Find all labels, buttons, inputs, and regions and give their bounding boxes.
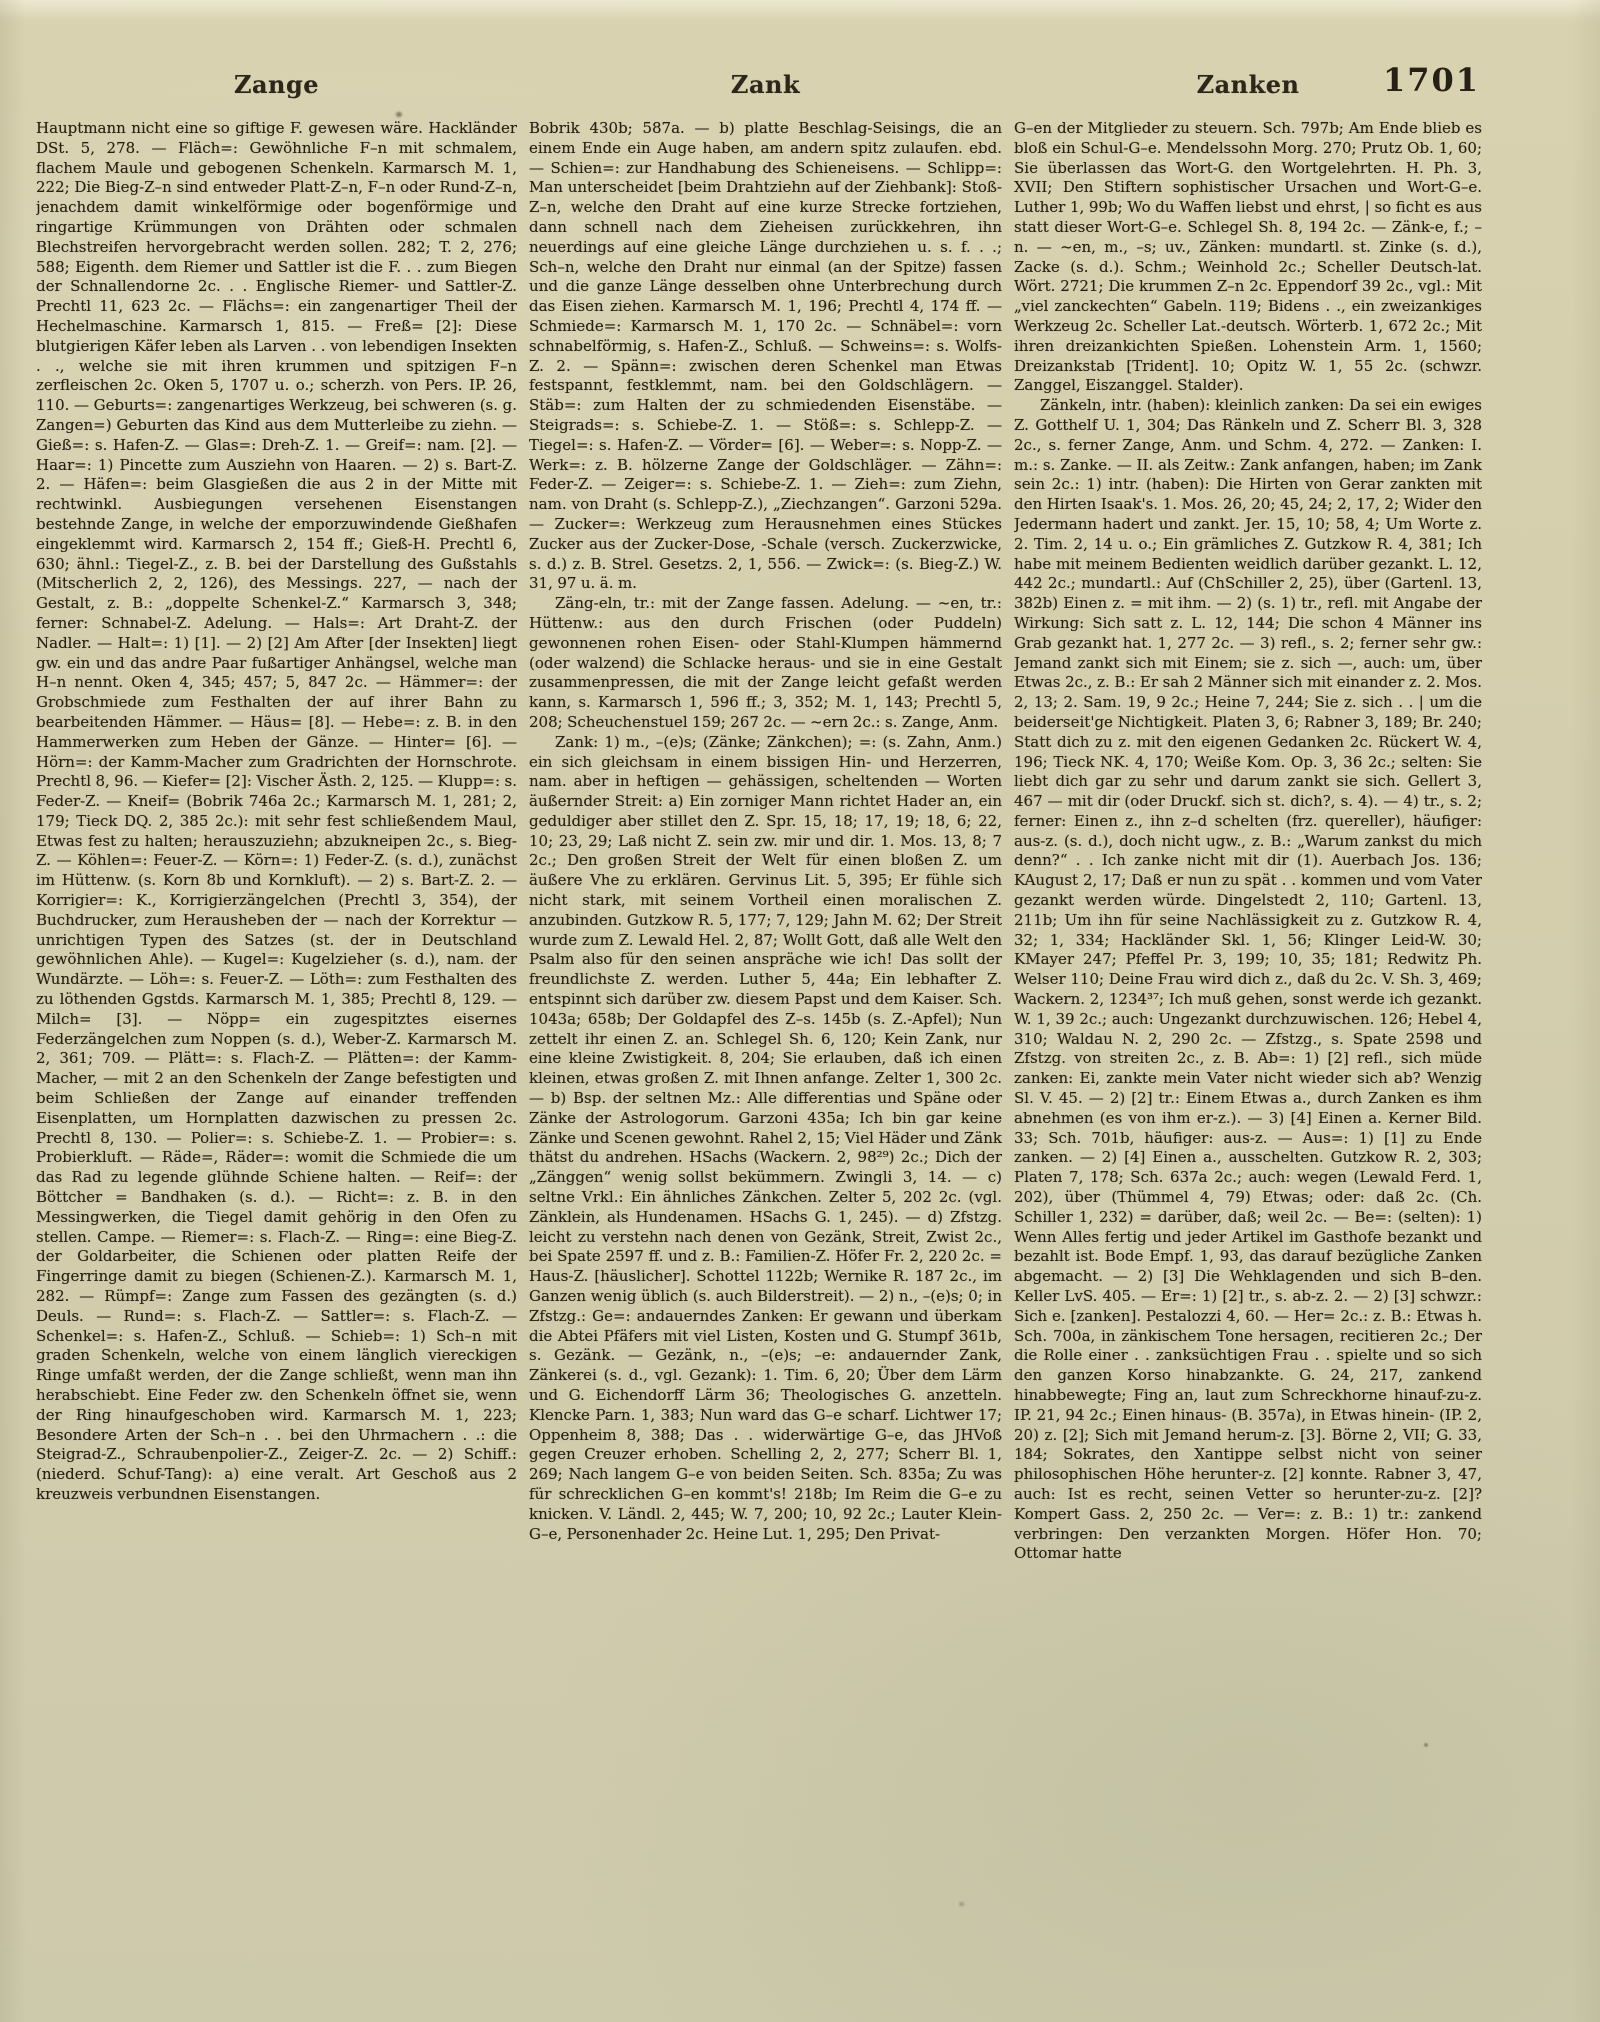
running-head-right: Zanken <box>1196 70 1300 99</box>
running-head-left: Zange <box>233 70 320 99</box>
paper-left-shade <box>0 0 26 2022</box>
text-column-3 <box>1014 119 1482 1895</box>
dictionary-paragraph: Bobrik 430b; 587a. — b) platte Beschlag-Seisings, die an einem Ende ein Auge haben, am andern spitz zulaufen. ebd. — Schien=: zur Handhabung des Schieneisens. — Schlipp=: Man unterscheidet [beim Drahtziehn auf der Ziehbank]: Stoß-Z–n, welche den Draht auf eine kurze Strecke fortziehen, dann schnell nach dem Zieheisen zurückkehren, ihn neuerdings auf eine gleiche Länge durchziehen u. s. f. . .; Sch–n, welche den Draht nur einmal (an der Spitze) fassen und die ganze Länge desselben ohne Unterbrechung durch das Eisen ziehen. Karmarsch M. 1, 196; Prechtl 4, 174 ff. — Schmiede=: Karmarsch M. 1, 170 2c. — Schnäbel=: vorn schnabelförmig, s. Hafen-Z., Schluß. — Schweins=: s. Wolfs-Z. 2. — Spänn=: zwischen deren Schenkel man Etwas festspannt, festklemmt, nam. bei den Goldschlägern. — Stäb=: zum Halten der zu schmiedenden Eisenstäbe. — Steigrads=: s. Schiebe-Z. 1. — Stöß=: s. Schlepp-Z. — Tiegel=: s. Hafen-Z. — Vörder= [6]. — Weber=: s. Nopp-Z. — Werk=: z. B. hölzerne Zange der Goldschläger. — Zähn=: Feder-Z. — Zeiger=: s. Schiebe-Z. 1. — Zieh=: zum Ziehn, nam. von Draht (s. Schlepp-Z.), „Ziechzangen“. Garzoni 529a. — Zucker=: Werkzeug zum Herausnehmen eines Stückes Zucker aus der Zucker-Dose, -Schale (versch. Zuckerzwicke, s. d.) z. B. Strel. Gesetzs. 2, 1, 556. — Zwick=: (s. Bieg-Z.) W. 31, 97 u. ä. m. <box>529 119 1002 593</box>
paper-speck <box>1424 1743 1428 1747</box>
running-head-center: Zank <box>730 70 801 99</box>
paper-speck <box>396 112 402 117</box>
paper-speck <box>959 1902 964 1906</box>
dictionary-paragraph: G–en der Mitglieder zu steuern. Sch. 797b; Am Ende blieb es bloß ein Schul-G–e. Mendelssohn Morg. 270; Prutz Ob. 1, 60; Sie überlassen das Wort-G. den Wortgelehrten. H. Ph. 3, XVII; Den Stiftern sophistischer Ursachen und Wort-G–e. Luther 1, 99b; Wo du Waffen liebst und ehrst, | so ficht es aus statt dieser Wort-G–e. Schlegel Sh. 8, 194 2c. — Zänk-e, f.; –n. — ~en, m., –s; uv., Zänken: mundartl. st. Zinke (s. d.), Zacke (s. d.). Schm.; Weinhold 2c.; Scheller Deutsch-lat. Wört. 2721; Die krummen Z–n 2c. Eppendorf 39 2c., vgl.: Mit „viel zanckechten“ Gabeln. 119; Bidens . ., ein zweizankiges Werkzeug 2c. Scheller Lat.-deutsch. Wörterb. 1, 672 2c.; Mit ihren dreizankichten Spießen. Lohenstein Arm. 1, 1560; Dreizankstab [Trident]. 10; Opitz W. 1, 55 2c. (schwzr. Zanggel, Eiszanggel. Stalder). <box>1014 119 1482 395</box>
dictionary-paragraph: Zank: 1) m., –(e)s; (Zänke; Zänkchen); =: (s. Zahn, Anm.) ein sich gleichsam in einem bissigen Hin- und Herzerren, nam. aber in heftigen — gehässigen, scheltenden — Worten äußernder Streit: a) Ein zorniger Mann richtet Hader an, ein geduldiger aber stillet den Z. Spr. 15, 18; 17, 19; 18, 6; 22, 10; 23, 29; Laß nicht Z. sein zw. mir und dir. 1. Mos. 13, 8; 7 2c.; Den großen Streit der Welt für einen bloßen Z. um äußere Vhe zu erklären. Gervinus Lit. 5, 395; Er fühle sich nicht stark, mit seinem Vortheil einen moralischen Z. anzubinden. Gutzkow R. 5, 177; 7, 129; Jahn M. 62; Der Streit wurde zum Z. Lewald Hel. 2, 87; Wollt Gott, daß alle Welt den Psalm also für den seinen anspräche wie ich! Das sollt der freundlichste Z. werden. Luther 5, 44a; Ein lebhafter Z. entspinnt sich darüber zw. diesem Papst und dem Kaiser. Sch. 1043a; 658b; Der Goldapfel des Z–s. 145b (s. Z.-Apfel); Nun zettelt ihr einen Z. an. Schlegel Sh. 6, 120; Kein Zank, nur eine kleine Zwistigkeit. 8, 204; Sie erlauben, daß ich einen kleinen, etwas großen Z. mit Ihnen anfange. Zelter 1, 300 2c. — b) Bsp. der seltnen Mz.: Alle differentias und Späne oder Zänke der Astrologorum. Garzoni 435a; Ich bin gar keine Zänke und Scenen gewohnt. Rahel 2, 15; Viel Häder und Zänk thätst du andrehen. HSachs (Wackern. 2, 98²⁹) 2c.; Dich der „Zänggen“ wenig sollst bekümmern. Zwingli 3, 14. — c) seltne Vrkl.: Ein ähnliches Zänkchen. Zelter 5, 202 2c. (vgl. Zänklein, als Hundenamen. HSachs G. 1, 245). — d) Zfstzg. leicht zu verstehn nach denen von Gezänk, Streit, Zwist 2c., bei Spate 2597 ff. und z. B.: Familien-Z. Höfer Fr. 2, 220 2c. = Haus-Z. [häuslicher]. Schottel 1122b; Wernike R. 187 2c., im Ganzen wenig üblich (s. auch Bilderstreit). — 2) n., –(e)s; 0; in Zfstzg.: Ge=: andauerndes Zanken: Er gewann und überkam die Abtei Pfäfers mit viel Listen, Kosten und G. Stumpf 361b, s. Gezänk. — Gezänk, n., –(e)s; –e: andauernder Zank, Zänkerei (s. d., vgl. Gezank): 1. Tim. 6, 20; Über dem Lärm und G. Eichendorff Lärm 36; Theologisches G. anzetteln. Klencke Parn. 1, 383; Nun ward das G–e scharf. Lichtwer 17; Oppenheim 8, 388; Das . . widerwärtige G–e, das JHVoß gegen Creuzer erhoben. Schelling 2, 2, 277; Scherr Bl. 1, 269; Nach langem G–e von beiden Seiten. Sch. 835a; Zu was für schrecklichen G–en kommt's! 218b; Im Reim die G–e zu knicken. V. Ländl. 2, 445; W. 7, 200; 10, 92 2c.; Lauter Klein-G–e, Personenhader 2c. Heine Lut. 1, 295; Den Privat- <box>529 732 1002 1543</box>
paper-top-edge <box>0 0 1600 22</box>
paper-right-shade <box>1570 0 1600 2022</box>
text-column-2 <box>529 119 1002 1895</box>
dictionary-paragraph: Hauptmann nicht eine so giftige F. gewesen wäre. Hackländer DSt. 5, 278. — Fläch=: Gewöhnliche F–n mit schmalem, flachem Maule und gebogenen Schenkeln. Karmarsch M. 1, 222; Die Bieg-Z–n sind entweder Platt-Z–n, F–n oder Rund-Z–n, jenachdem damit winkelförmige oder bogenförmige und ringartige Krümmungen von Drähten oder schmalen Blechstreifen hervorgebracht werden sollen. 282; T. 2, 276; 588; Eigenth. dem Riemer und Sattler ist die F. . . zum Biegen der Schnallendorne 2c. . . Englische Riemer- und Sattler-Z. Prechtl 11, 623 2c. — Flächs=: ein zangenartiger Theil der Hechelmaschine. Karmarsch 1, 815. — Freß= [2]: Diese blutgierigen Käfer leben als Larven . . von lebendigen Insekten . ., welche sie mit ihren krummen und spitzigen F–n zerfleischen 2c. Oken 5, 1707 u. o.; scherzh. von Pers. IP. 26, 110. — Geburts=: zangenartiges Werkzeug, bei schweren (s. g. Zangen=) Geburten das Kind aus dem Mutterleibe zu ziehn. — Gieß=: s. Hafen-Z. — Glas=: Dreh-Z. 1. — Greif=: nam. [2]. — Haar=: 1) Pincette zum Ausziehn von Haaren. — 2) s. Bart-Z. 2. — Häfen=: beim Glasgießen die aus 2 in der Mitte mit rechtwinkl. Ausbiegungen versehenen Eisenstangen bestehnde Zange, in welche der emporzuwindende Gießhafen eingeklemmt wird. Karmarsch 2, 154 ff.; Gieß-H. Prechtl 6, 630; ähnl.: Tiegel-Z., z. B. bei der Darstellung des Gußstahls (Mitscherlich 2, 2, 126), des Messings. 227, — nach der Gestalt, z. B.: „doppelte Schenkel-Z.“ Karmarsch 3, 348; ferner: Schnabel-Z. Adelung. — Hals=: Art Draht-Z. der Nadler. — Halt=: 1) [1]. — 2) [2] Am After [der Insekten] liegt gw. ein und das andre Paar fußartiger Anhängsel, welche man H–n nennt. Oken 4, 345; 457; 5, 847 2c. — Hämmer=: der Grobschmiede zum Festhalten der auf ihrer Bahn zu bearbeitenden Hämmer. — Häus= [8]. — Hebe=: z. B. in den Hammerwerken zum Heben der Gänze. — Hinter= [6]. — Hörn=: der Kamm-Macher zum Gradrichten der Hornschrote. Prechtl 8, 96. — Kiefer= [2]: Vischer Ästh. 2, 125. — Klupp=: s. Feder-Z. — Kneif= (Bobrik 746a 2c.; Karmarsch M. 1, 281; 2, 179; Tieck DQ. 2, 385 2c.): mit sehr fest schließendem Maul, Etwas fest zu halten; herauszuziehn; abzukneipen 2c., s. Bieg-Z. — Köhlen=: Feuer-Z. — Körn=: 1) Feder-Z. (s. d.), zunächst im Hüttenw. (s. Korn 8b und Kornkluft). — 2) s. Bart-Z. 2. — Korrigier=: K., Korrigierzängelchen (Prechtl 3, 354), der Buchdrucker, zum Herausheben der — nach der Korrektur — unrichtigen Typen des Satzes (st. der in Deutschland gewöhnlichen Ahle). — Kugel=: Kugelzieher (s. d.), nam. der Wundärzte. — Löh=: s. Feuer-Z. — Löth=: zum Festhalten des zu löthenden Ggstds. Karmarsch M. 1, 385; Prechtl 8, 129. — Milch= [3]. — Nöpp= ein zugespitztes eisernes Federzängelchen zum Noppen (s. d.), Weber-Z. Karmarsch M. 2, 361; 709. — Plätt=: s. Flach-Z. — Plätten=: der Kamm-Macher, — mit 2 an den Schenkeln der Zange befestigten und beim Schließen der Zange auf einander treffenden Eisenplatten, um Hornplatten dazwischen zu pressen 2c. Prechtl 8, 130. — Polier=: s. Schiebe-Z. 1. — Probier=: s. Probierkluft. — Räde=, Räder=: womit die Schmiede die um das Rad zu legende glühnde Schiene halten. — Reif=: der Böttcher = Bandhaken (s. d.). — Richt=: z. B. in den Messingwerken, die Tiegel damit gehörig in den Ofen zu stellen. Campe. — Riemer=: s. Flach-Z. — Ring=: eine Bieg-Z. der Goldarbeiter, die Schienen oder platten Reife der Fingerringe damit zu biegen (Schienen-Z.). Karmarsch M. 1, 282. — Rümpf=: Zange zum Fassen des gezängten (s. d.) Deuls. — Rund=: s. Flach-Z. — Sattler=: s. Flach-Z. — Schenkel=: s. Hafen-Z., Schluß. — Schieb=: 1) Sch–n mit graden Schenkeln, welche von einem länglich viereckigen Ringe umfaßt werden, der die Zange schließt, wenn man ihn herabschiebt. Eine Feder zw. den Schenkeln öffnet sie, wenn der Ring hinaufgeschoben wird. Karmarsch M. 1, 223; Besondere Arten der Sch–n . . bei den Uhrmachern . .: die Steigrad-Z., Schraubenpolier-Z., Zeiger-Z. 2c. — 2) Schiff.: (niederd. Schuf-Tang): a) eine veralt. Art Geschoß aus 2 kreuzweis verbundnen Eisenstangen. <box>36 119 517 1503</box>
text-column-1 <box>36 119 517 1895</box>
dictionary-paragraph: Zänkeln, intr. (haben): kleinlich zanken: Da sei ein ewiges Z. Gotthelf U. 1, 304; Das Ränkeln und Z. Scherr Bl. 3, 328 2c., s. ferner Zange, Anm. und Schm. 4, 272. — Zanken: I. m.: s. Zanke. — II. als Zeitw.: Zank anfangen, haben; im Zank sein 2c.: 1) intr. (haben): Die Hirten von Gerar zankten mit den Hirten Isaak's. 1. Mos. 26, 20; 45, 24; 2, 17, 2; Wider den Jedermann hadert und zankt. Jer. 15, 10; 58, 4; Um Worte z. 2. Tim. 2, 14 u. o.; Ein grämliches Z. Gutzkow R. 4, 381; Ich habe mit meinem Bedienten weidlich darüber gezankt. L. 12, 442 2c.; mundartl.: Auf (ChSchiller 2, 25), über (Gartenl. 13, 382b) Einen z. = mit ihm. — 2) (s. 1) tr., refl. mit Angabe der Wirkung: Sich satt z. L. 12, 144; Die schon 4 Männer ins Grab gezankt hat. 1, 277 2c. — 3) refl., s. 2; ferner sehr gw.: Jemand zankt sich mit Einem; sie z. sich —, auch: um, über Etwas 2c., z. B.: Er sah 2 Männer sich mit einander z. 2. Mos. 2, 13; 2. Sam. 19, 9 2c.; Heine 7, 244; Sie z. sich . . | um die beiderseit'ge Nichtigkeit. Platen 3, 6; Rabner 3, 189; Br. 240; Statt dich zu z. mit den eigenen Gedanken 2c. Rückert W. 4, 196; Tieck NK. 4, 170; Weiße Kom. Op. 3, 36 2c.; selten: Sie liebt dich gar zu sehr und darum zankt sie sich. Gellert 3, 467 — mit dir (oder Druckf. sich st. dich?, s. 4). — 4) tr., s. 2; ferner: Einen z., ihn z–d schelten (frz. quereller), häufiger: aus-z. (s. d.), doch nicht ugw., z. B.: „Warum zankst du mich denn?“ . . Ich zanke nicht mit dir (1). Auerbach Jos. 136; KAugust 2, 17; Daß er nun zu spät . . kommen und vom Vater gezankt werden würde. Dingelstedt 2, 110; Gartenl. 13, 211b; Um ihn für seine Nachlässigkeit zu z. Gutzkow R. 4, 32; 1, 334; Hackländer Skl. 1, 56; Klinger Leid-W. 30; KMayer 247; Pfeffel Pr. 3, 199; 10, 35; 181; Redwitz Ph. Welser 110; Deine Frau wird dich z., daß du 2c. V. Sh. 3, 469; Wackern. 2, 1234³⁷; Ich muß gehen, sonst werde ich gezankt. W. 1, 39 2c.; auch: Ungezankt durchzuwischen. 126; Hebel 4, 310; Waldau N. 2, 290 2c. — Zfstzg., s. Spate 2598 und Zfstzg. von streiten 2c., z. B. Ab=: 1) [2] refl., sich müde zanken: Ei, zankte mein Vater nicht wieder sich ab? Wenzig Sl. V. 45. — 2) [2] tr.: Einem Etwas a., durch Zanken es ihm abnehmen (es von ihm er-z.). — 3) [4] Einen a. Kerner Bild. 33; Sch. 701b, häufiger: aus-z. — Aus=: 1) [1] zu Ende zanken. — 2) [4] Einen a., ausschelten. Gutzkow R. 2, 303; Platen 7, 178; Sch. 637a 2c.; auch: wegen (Lewald Ferd. 1, 202), über (Thümmel 4, 79) Etwas; oder: daß 2c. (Ch. Schiller 1, 232) = darüber, daß; weil 2c. — Be=: (selten): 1) Wenn Alles fertig und jeder Artikel im Gasthofe bezankt und bezahlt ist. Bode Empf. 1, 93, das darauf bezügliche Zanken abgemacht. — 2) [3] Die Wehklagenden und sich B–den. Keller LvS. 405. — Er=: 1) [2] tr., s. ab-z. 2. — 2) [3] schwzr.: Sich e. [zanken]. Pestalozzi 4, 60. — Her= 2c.: z. B.: Etwas h. Sch. 700a, in zänkischem Tone hersagen, recitieren 2c.; Der die Rolle einer . . zanksüchtigen Frau . . spielte und so sich den ganzen Korso hinabzankte. G. 24, 217, zankend hinabbewegte; Fing an, laut zum Schreckhorne hinauf-zu-z. IP. 21, 94 2c.; Einen hinaus- (B. 357a), in Etwas hinein- (IP. 2, 20) z. [2]; Sich mit Jemand herum-z. [3]. Börne 2, VII; G. 33, 184; Sokrates, den Xantippe selbst nicht von seiner philosophischen Höhe herunter-z. [2] konnte. Rabner 3, 47, auch: Ist es recht, seinen Vetter so herunter-zu-z. [2]? Kompert Gass. 2, 250 2c. — Ver=: z. B.: 1) tr.: zankend verbringen: Den verzankten Morgen. Höfer Hon. 70; Ottomar hatte <box>1014 396 1482 1563</box>
page-number: 1701 <box>1382 61 1480 99</box>
dictionary-paragraph: Zäng-eln, tr.: mit der Zange fassen. Adelung. — ~en, tr.: Hüttenw.: aus den durch Frischen (oder Puddeln) gewonnenen rohen Eisen- oder Stahl-Klumpen hämmernd (oder walzend) die Schlacke heraus- und sie in eine Gestalt zusammenpressen, die mit der Zange leicht gefaßt werden kann, s. Karmarsch 1, 596 ff.; 3, 352; M. 1, 143; Prechtl 5, 208; Scheuchenstuel 159; 267 2c. — ~ern 2c.: s. Zange, Anm. <box>529 594 1002 731</box>
